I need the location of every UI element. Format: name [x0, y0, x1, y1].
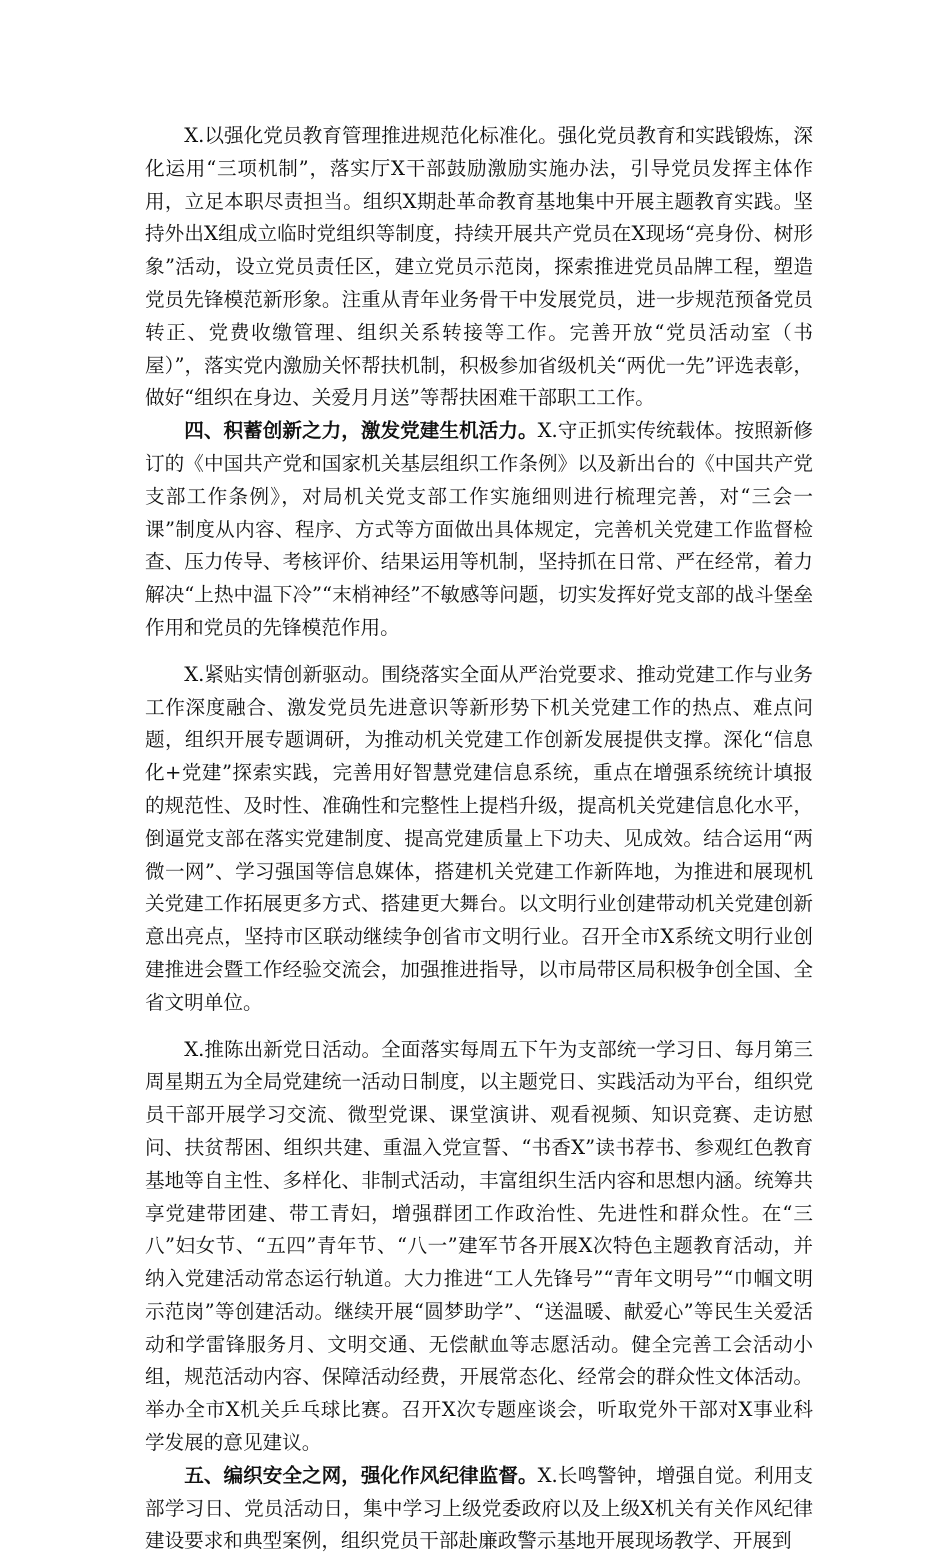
section-heading-5: 五、编织安全之网，强化作风纪律监督。	[184, 1463, 538, 1487]
paragraph-text: X.推陈出新党日活动。全面落实每周五下午为支部统一学习日、每月第三周星期五为全局党建统一活动日制度，以主题党日、实践活动为平台，组织党员干部开展学习交流、微型党课、课堂演讲、观看视频、知识竞赛、走访慰问、扶贫帮困、组织共建、重温入党宣誓、“书香X”读书荐书、参观红色教育基地等自主性、多样化、非制式活动，丰富组织生活内容和思想内涵。统筹共享党建带团建、带工青妇，增强群团工作政治性、先进性和群众性。在“三八”妇女节、“五四”青年节、“八一”建军节各开展X次特色主题教育活动，并纳入党建活动常态运行轨道。大力推进“工人先锋号”“青年文明号”“巾帼文明示范岗”等创建活动。继续开展“圆梦助学”、“送温暖、献爱心”等民生关爱活动和学雷锋服务月、文明交通、无偿献血等志愿活动。健全完善工会活动小组，规范活动内容、保障活动经费，开展常态化、经常会的群众性文体活动。举办全市X机关乒乓球比赛。召开X次专题座谈会，听取党外干部对X事业科学发展的意见建议。	[145, 1037, 813, 1455]
section-heading-4: 四、积蓄创新之力，激发党建生机活力。	[184, 419, 538, 443]
paragraph-5	[145, 1460, 813, 1558]
document-body	[145, 120, 813, 1558]
paragraph-text: X.守正抓实传统载体。按照新修订的《中国共产党和国家机关基层组织工作条例》以及新出台的《中国共产党支部工作条例》，对局机关党支部工作实施细则进行梳理完善，对“三会一课”制度从内容、程序、方式等方面做出具体规定，完善机关党建工作监督检查、压力传导、考核评价、结果运用等机制，坚持抓在日常、严在经常，着力解决“上热中温下冷”“末梢神经”不敏感等问题，切实发挥好党支部的战斗堡垒作用和党员的先锋模范作用。	[145, 419, 814, 639]
paragraph-1	[145, 120, 813, 415]
paragraph-4	[145, 1034, 813, 1460]
paragraph-text: X.以强化党员教育管理推进规范化标准化。强化党员教育和实践锻炼，深化运用“三项机制”，落实厅X干部鼓励激励实施办法，引导党员发挥主体作用，立足本职尽责担当。组织X期赴革命教育基地集中开展主题教育实践。坚持外出X组成立临时党组织等制度，持续开展共产党员在X现场“亮身份、树形象”活动，设立党员责任区，建立党员示范岗，探索推进党员品牌工程，塑造党员先锋模范新形象。注重从青年业务骨干中发展党员，进一步规范预备党员转正、党费收缴管理、组织关系转接等工作。完善开放“党员活动室（书屋）”，落实党内激励关怀帮扶机制，积极参加省级机关“两优一先”评选表彰，做好“组织在身边、关爱月月送”等帮扶困难干部职工工作。	[145, 124, 813, 410]
paragraph-text: X.紧贴实情创新驱动。围绕落实全面从严治党要求、推动党建工作与业务工作深度融合、激发党员先进意识等新形势下机关党建工作的热点、难点问题，组织开展专题调研，为推动机关党建工作创新发展提供支撑。深化“信息化+党建”探索实践，完善用好智慧党建信息系统，重点在增强系统统计填报的规范性、及时性、准确性和完整性上提档升级，提高机关党建信息化水平，倒逼党支部在落实党建制度、提高党建质量上下功夫、见成效。结合运用“两微一网”、学习强国等信息媒体，搭建机关党建工作新阵地，为推进和展现机关党建工作拓展更多方式、搭建更大舞台。以文明行业创建带动机关党建创新意出亮点，坚持市区联动继续争创省市文明行业。召开全市X系统文明行业创建推进会暨工作经验交流会，加强推进指导，以市局带区局积极争创全国、全省文明单位。	[145, 662, 813, 1014]
paragraph-3	[145, 659, 813, 1020]
paragraph-text: X.长鸣警钟，增强自觉。利用支部学习日、党员活动日，集中学习上级党委政府以及上级X机关有关作风纪律建设要求和典型案例，组织党员干部赴廉政警示基地开展现场教学、开展到	[145, 1463, 814, 1553]
paragraph-2	[145, 415, 813, 645]
